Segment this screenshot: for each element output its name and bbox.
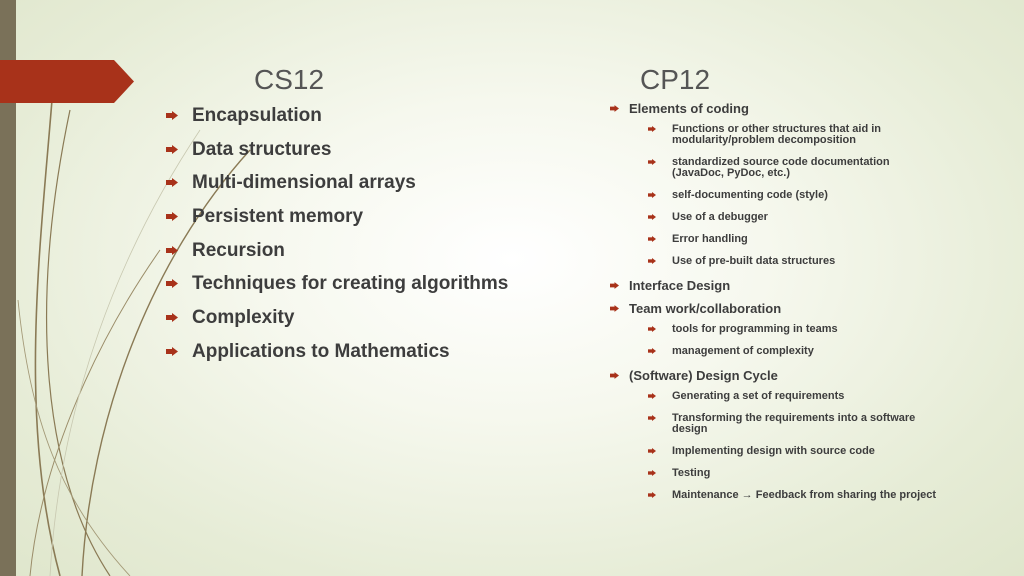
cp12-section — [610, 301, 940, 317]
cp12-subitem-text: self-documenting code (style) — [672, 189, 828, 201]
cs12-title: CS12 — [254, 64, 325, 95]
bullet-arrow-icon — [610, 372, 619, 379]
cp12-subitem-text: Testing — [672, 467, 711, 479]
cp12-section-text: Team work/collaboration — [629, 301, 782, 316]
cp12-subitem-text: Implementing design with source code — [672, 445, 875, 457]
cp12-subitem — [648, 468, 940, 479]
cs12-topic — [166, 104, 586, 128]
cp12-subitem-text: Maintenance → Feedback from sharing the project — [672, 489, 937, 501]
cp12-subitem — [648, 124, 940, 146]
cs12-topic — [166, 205, 586, 229]
bullet-arrow-icon — [648, 192, 656, 198]
cs12-topic-text: Multi-dimensional arrays — [192, 172, 416, 194]
cs12-topic — [166, 171, 586, 195]
bullet-arrow-icon — [648, 415, 656, 421]
cs12-topic-text: Data structures — [192, 138, 332, 160]
cs12-topic — [166, 340, 586, 364]
bullet-arrow-icon — [610, 282, 619, 289]
bullet-arrow-icon — [610, 105, 619, 112]
cp12-subitem — [648, 256, 940, 267]
cp12-subitem — [648, 324, 940, 335]
bullet-arrow-icon — [166, 212, 178, 221]
bullet-arrow-icon — [648, 448, 656, 454]
title-banner — [0, 60, 134, 103]
cs12-topic-text: Recursion — [192, 239, 285, 261]
cp12-subitem-text: management of complexity — [672, 345, 814, 357]
cp12-section-text: (Software) Design Cycle — [629, 368, 778, 383]
cp12-subitem — [648, 190, 940, 201]
cp12-subitem — [648, 212, 940, 223]
cp12-section-text: Elements of coding — [629, 101, 749, 116]
bullet-arrow-icon — [166, 347, 178, 356]
cp12-subitem-text: Generating a set of requirements — [672, 390, 845, 402]
bullet-arrow-icon — [166, 279, 178, 288]
cp12-subitem — [648, 346, 940, 357]
bullet-arrow-icon — [166, 145, 178, 154]
bullet-arrow-icon — [648, 236, 656, 242]
cp12-subitem-text: Transforming the requirements into a software design — [672, 412, 916, 435]
cs12-topic-text: Persistent memory — [192, 206, 364, 228]
cp12-subitem — [648, 157, 940, 179]
bullet-arrow-icon — [648, 492, 656, 498]
bullet-arrow-icon — [648, 348, 656, 354]
cp12-subitem — [648, 490, 940, 501]
cs12-topic — [166, 239, 586, 263]
cp12-subitem — [648, 391, 940, 402]
cp12-section — [610, 368, 940, 384]
cp12-subitem — [648, 446, 940, 457]
cs12-topic-text: Techniques for creating algorithms — [192, 273, 509, 295]
cp12-topic-list — [610, 101, 940, 512]
bullet-arrow-icon — [166, 246, 178, 255]
bullet-arrow-icon — [648, 326, 656, 332]
cs12-topic-text: Complexity — [192, 307, 295, 329]
cp12-subitem-text: Functions or other structures that aid in modularity/problem decomposition — [672, 123, 882, 146]
bullet-arrow-icon — [648, 159, 656, 165]
cp12-subitem-text: standardized source code documentation (JavaDoc, PyDoc, etc.) — [672, 156, 890, 179]
cs12-topic — [166, 138, 586, 162]
bullet-arrow-icon — [166, 111, 178, 120]
bullet-arrow-icon — [648, 470, 656, 476]
cp12-subitem-text: Error handling — [672, 233, 748, 245]
cp12-section — [610, 278, 940, 294]
cs12-topic — [166, 306, 586, 330]
bullet-arrow-icon — [166, 313, 178, 322]
cp12-subitem-text: tools for programming in teams — [672, 323, 838, 335]
cp12-title: CP12 — [640, 64, 711, 95]
cs12-topic-text: Applications to Mathematics — [192, 340, 450, 362]
cs12-topic — [166, 272, 586, 296]
cp12-subitem-text: Use of a debugger — [672, 211, 768, 223]
bullet-arrow-icon — [166, 178, 178, 187]
bullet-arrow-icon — [648, 393, 656, 399]
cp12-subitem-text: Use of pre-built data structures — [672, 255, 836, 267]
cp12-subitem — [648, 413, 940, 435]
cs12-topic-list — [166, 104, 586, 374]
bullet-arrow-icon — [648, 214, 656, 220]
bullet-arrow-icon — [648, 126, 656, 132]
cp12-section-text: Interface Design — [629, 278, 731, 293]
cp12-section — [610, 101, 940, 117]
bullet-arrow-icon — [648, 258, 656, 264]
cs12-topic-text: Encapsulation — [192, 105, 322, 126]
cp12-subitem — [648, 234, 940, 245]
bullet-arrow-icon — [610, 305, 619, 312]
